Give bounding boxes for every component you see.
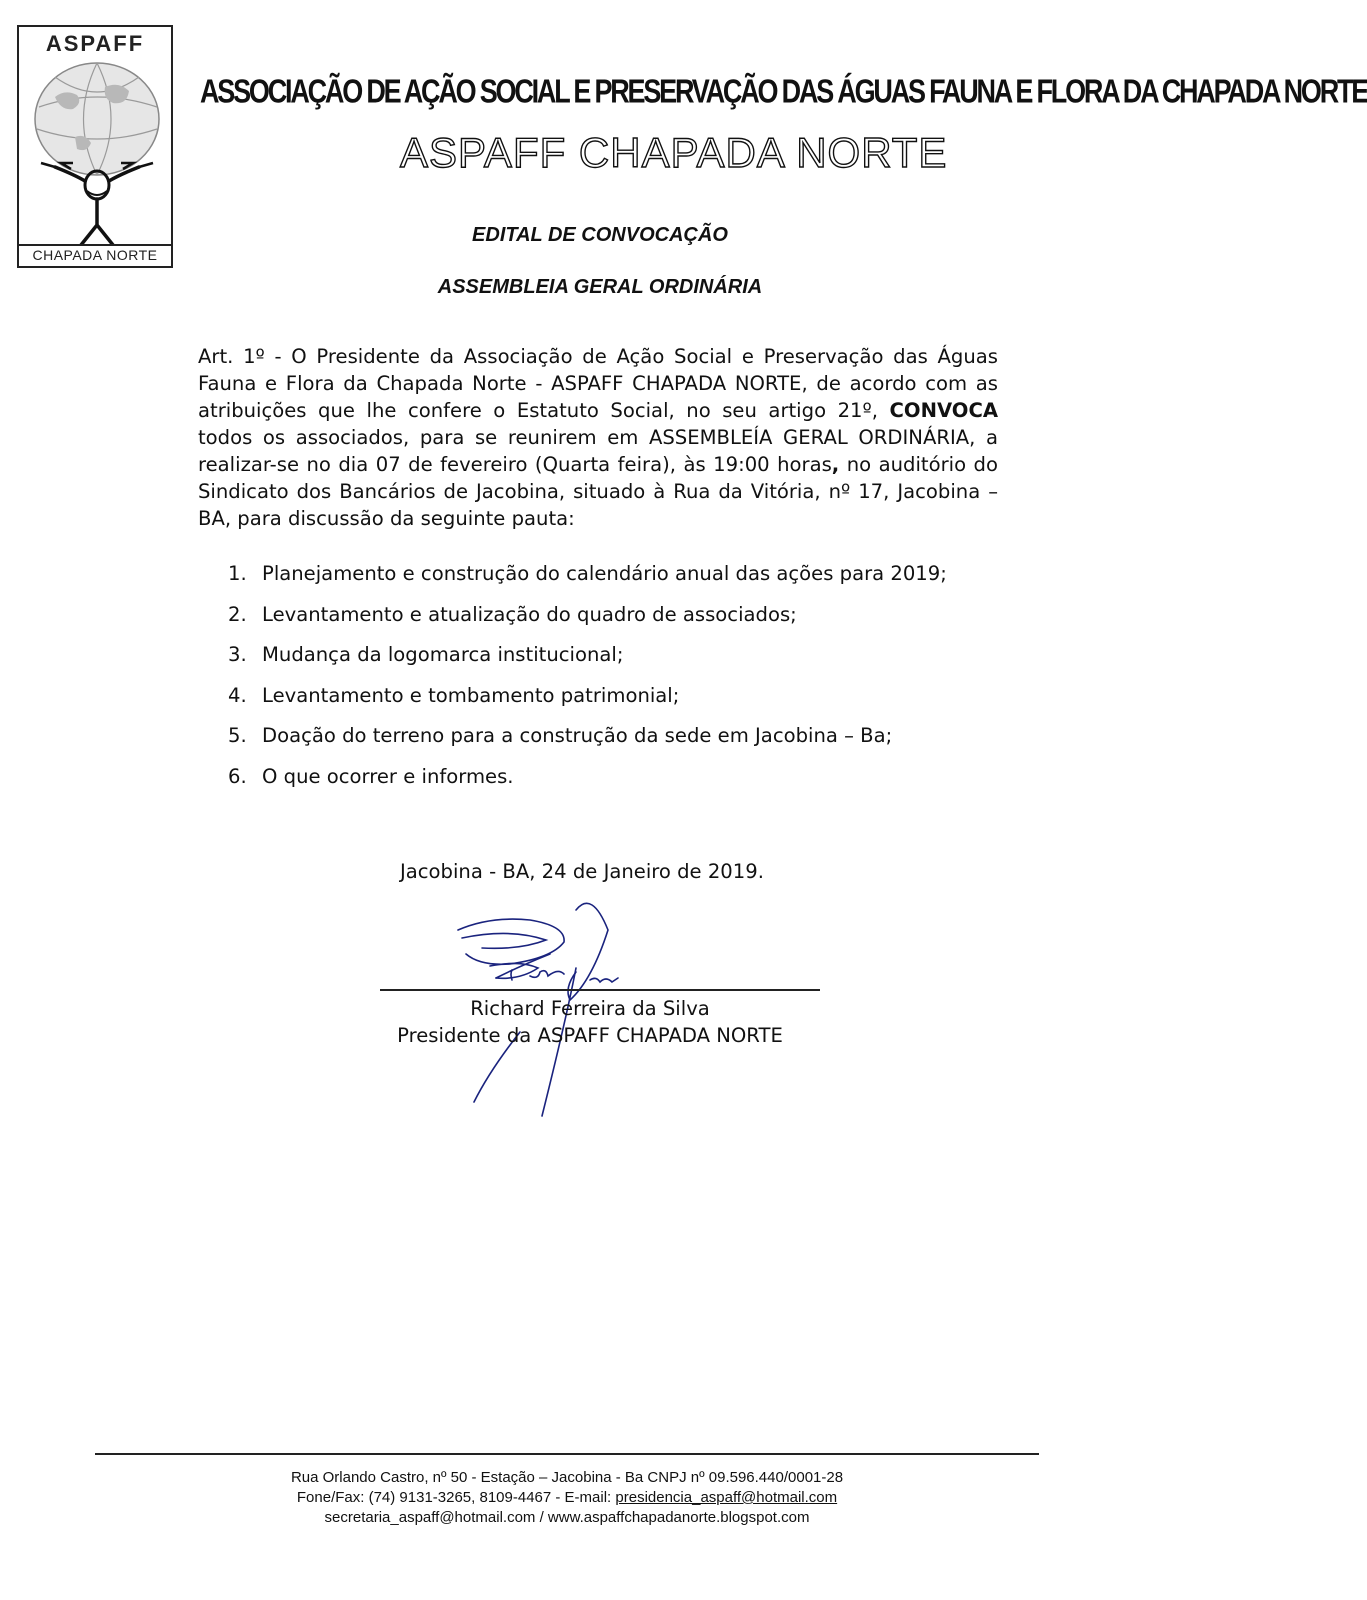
- agenda-item-number: 2.: [228, 602, 247, 626]
- agenda-item: [228, 601, 1008, 642]
- agenda-item-number: 6.: [228, 764, 247, 788]
- globe-figure-icon: [25, 57, 169, 247]
- logo-tagline: CHAPADA NORTE: [17, 244, 173, 268]
- footer-contact: [95, 1488, 1039, 1508]
- signer-role: Presidente da ASPAFF CHAPADA NORTE: [397, 1024, 783, 1047]
- agenda-item-text: O que ocorrer e informes.: [262, 764, 514, 788]
- agenda-item-number: 5.: [228, 724, 247, 748]
- agenda-item-text: Levantamento e atualização do quadro de associados;: [262, 602, 797, 626]
- agenda-item-text: Levantamento e tombamento patrimonial;: [262, 683, 680, 707]
- agenda-item-number: 1.: [228, 562, 247, 585]
- article-text-part-3: no auditório do Sindicato dos Bancários de Jacobina, situado à Rua da Vitória, nº 17, Jacobina – BA, para discussão da seguinte pauta:: [198, 453, 998, 530]
- footer-secondary-contact: secretaria_aspaff@hotmail.com / www.aspaffchapadanorte.blogspot.com: [324, 1509, 810, 1526]
- signature-line: [380, 989, 820, 991]
- organization-short-name: ASPAFF CHAPADA NORTE: [400, 129, 948, 176]
- organization-name: ASSOCIAÇÃO DE AÇÃO SOCIAL E PRESERVAÇÃO DAS ÁGUAS FAUNA E FLORA DA CHAPADA NORTE: [200, 72, 1367, 110]
- agenda-item-number: 4.: [228, 683, 247, 707]
- footer-address: Rua Orlando Castro, nº 50 - Estação – Jacobina - Ba CNPJ nº 09.596.440/0001-28: [290, 1469, 844, 1486]
- agenda-item: [228, 560, 1008, 601]
- footer-phone: Fone/Fax: (74) 9131-3265, 8109-4467 - E-mail:: [296, 1489, 616, 1506]
- article-paragraph: [198, 343, 998, 532]
- place-date: Jacobina - BA, 24 de Janeiro de 2019.: [400, 860, 764, 883]
- notice-title: EDITAL DE CONVOCAÇÃO: [472, 224, 728, 246]
- footer-divider: [95, 1453, 1039, 1455]
- article-comma: ,: [831, 453, 840, 476]
- agenda-list: [228, 560, 1008, 804]
- agenda-item-text: Mudança da logomarca institucional;: [262, 643, 624, 667]
- article-text-part-2: todos os associados, para se reunirem em ASSEMBLEÍA GERAL ORDINÁRIA, a realizar-se no dia 07 de fevereiro (Quarta feira), às 19:00 horas: [198, 426, 998, 476]
- agenda-item: [228, 682, 1008, 723]
- notice-subtitle: ASSEMBLEIA GERAL ORDINÁRIA: [437, 276, 763, 298]
- article-emphasis: CONVOCA: [889, 399, 998, 422]
- signer-name: Richard Ferreira da Silva: [470, 997, 710, 1020]
- footer-email-link[interactable]: presidencia_aspaff@hotmail.com: [615, 1489, 838, 1506]
- agenda-item: [228, 722, 1008, 763]
- article-text-part-1: Art. 1º - O Presidente da Associação de Ação Social e Preservação das Águas Fauna e Flora da Chapada Norte - ASPAFF CHAPADA NORTE, de acordo com as atribuições que lhe confere o Estatuto Social, no seu artigo 21º,: [198, 345, 998, 422]
- agenda-item-number: 3.: [228, 643, 247, 667]
- agenda-item-text: Planejamento e construção do calendário anual das ações para 2019;: [262, 562, 947, 585]
- logo-acronym: ASPAFF: [45, 31, 145, 56]
- agenda-item-text: Doação do terreno para a construção da sede em Jacobina – Ba;: [262, 724, 893, 748]
- agenda-item: [228, 763, 1008, 804]
- agenda-item: [228, 641, 1008, 682]
